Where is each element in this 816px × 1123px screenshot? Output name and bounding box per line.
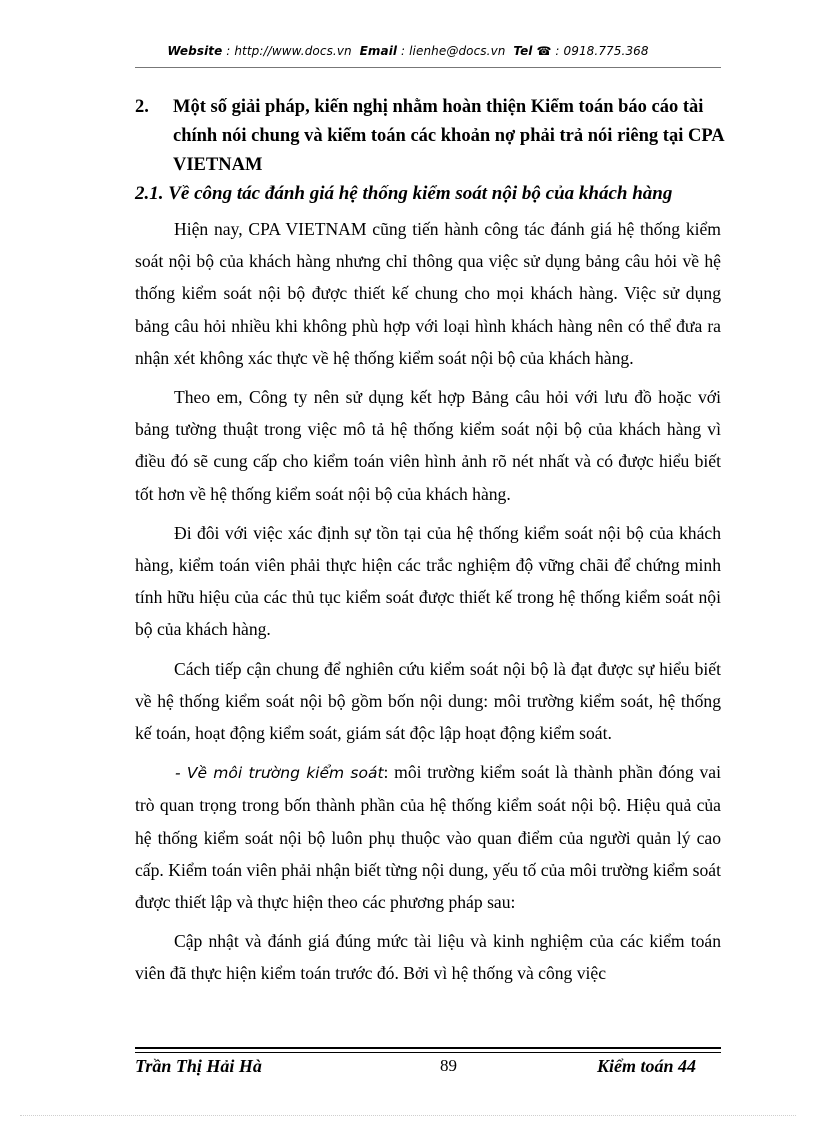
website-url: : http://www.docs.vn: [226, 44, 352, 58]
section-title: Một số giải pháp, kiến nghị nhằm hoàn thiện Kiểm toán báo cáo tài chính nói chung và kiểm toán các khoản nợ phải trả nói riêng tại CPA VIETNAM: [173, 97, 724, 175]
paragraph: Hiện nay, CPA VIETNAM cũng tiến hành công tác đánh giá hệ thống kiểm soát nội bộ của khách hàng nhưng chỉ thông qua việc sử dụng bảng câu hỏi về hệ thống kiểm soát nội bộ được thiết kế chung cho mọi khách hàng. Việc sử dụng bảng câu hỏi nhiều khi không phù hợp với loại hình khách hàng nên có thể đưa ra nhận xét không xác thực về hệ thống kiểm soát nội bộ của khách hàng.: [135, 219, 721, 368]
email-label: Email: [359, 44, 398, 58]
paragraph: Cập nhật và đánh giá đúng mức tài liệu và kinh nghiệm của các kiểm toán viên đã thực hiện kiểm toán trước đó. Bởi vì hệ thống và công việc: [135, 931, 721, 984]
website-label: Website: [167, 44, 223, 58]
email-address: : lienhe@docs.vn: [401, 44, 506, 58]
footer-course: Kiểm toán 44: [597, 1056, 697, 1076]
footer-page-number: 89: [440, 1056, 457, 1075]
bullet-paragraph: [135, 756, 721, 918]
page-header: [0, 44, 816, 58]
paragraph: Cách tiếp cận chung để nghiên cứu kiểm soát nội bộ là đạt được sự hiểu biết về hệ thống kiểm soát nội bộ gồm bốn nội dung: môi trường kiểm soát, hệ thống kế toán, hoạt động kiểm soát, giám sát độc lập hoạt động kiểm soát.: [135, 658, 721, 744]
tel-number: ☎ : 0918.775.368: [536, 44, 649, 58]
tel-label: Tel: [513, 44, 533, 58]
bullet-lead: - Về môi trường kiểm soát: [175, 764, 384, 783]
body-text: [135, 213, 721, 997]
section-number: 2.: [135, 97, 149, 117]
bullet-text: : môi trường kiểm soát là thành phần đóng vai trò quan trọng trong bốn thành phần của hệ thống kiểm soát nội bộ. Hiệu quả của hệ thống kiểm soát nội bộ luôn phụ thuộc vào quan điểm của người quản lý cao cấp. Kiểm toán viên phải nhận biết từng nội dung, yếu tố của môi trường kiểm soát được thiết lập và thực hiện theo các phương pháp sau:: [135, 762, 721, 913]
footer-divider-thick: [135, 1047, 721, 1049]
paragraph: Đi đôi với việc xác định sự tồn tại của hệ thống kiểm soát nội bộ của khách hàng, kiểm toán viên phải thực hiện các trắc nghiệm độ vững chãi để chứng minh tính hữu hiệu của các thủ tục kiểm soát được thiết kế trong hệ thống kiểm soát nội bộ của khách hàng.: [135, 522, 721, 640]
footer-author: Trần Thị Hải Hà: [135, 1056, 262, 1076]
section-heading: [135, 93, 725, 180]
footer-divider-thin: [135, 1052, 721, 1053]
page-edge-dotted-line: [20, 1115, 796, 1116]
paragraph: Theo em, Công ty nên sử dụng kết hợp Bảng câu hỏi với lưu đồ hoặc với bảng tường thuật trong việc mô tả hệ thống kiểm soát nội bộ của khách hàng vì điều đó sẽ cung cấp cho kiểm toán viên hình ảnh rõ nét nhất và có được hiểu biết tốt hơn về hệ thống kiểm soát nội bộ của khách hàng.: [135, 387, 721, 504]
header-divider: [135, 67, 721, 68]
subsection-heading: 2.1. Về công tác đánh giá hệ thống kiểm soát nội bộ của khách hàng: [135, 183, 673, 204]
